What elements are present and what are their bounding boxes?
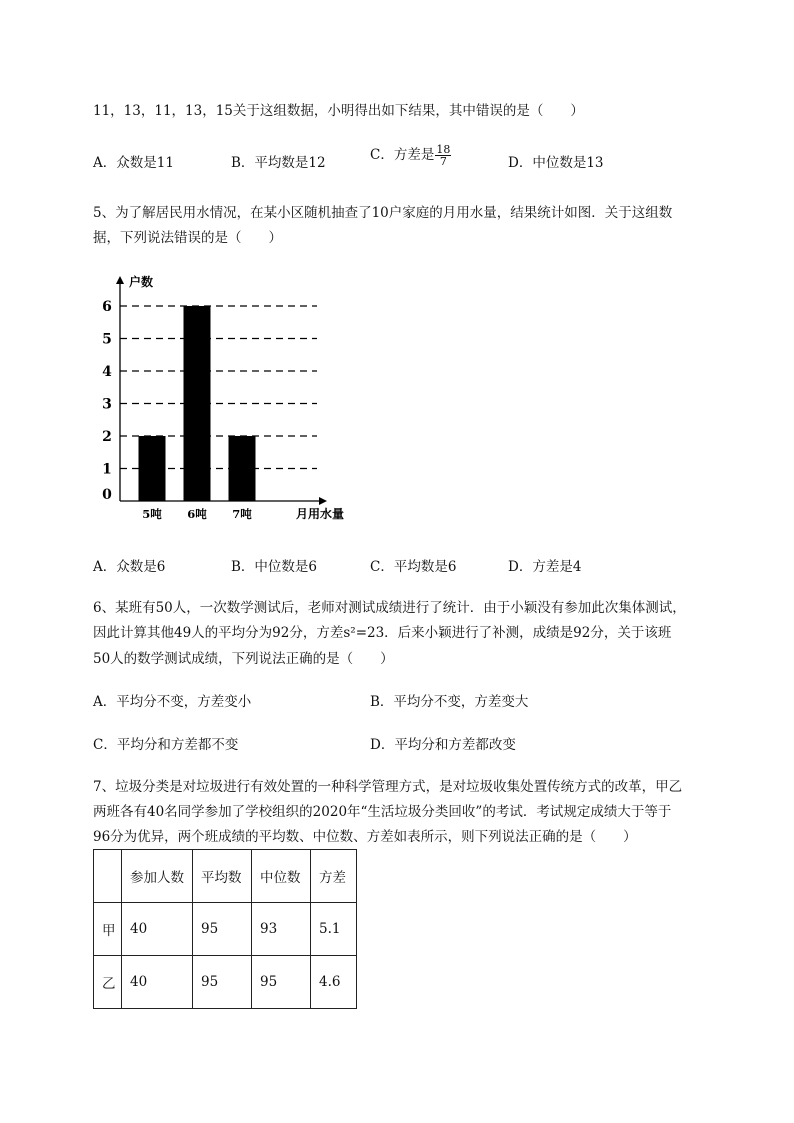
y-axis-arrow-icon [116,276,124,284]
table-header-cell: 方差 [311,850,357,903]
q6-option-b[interactable]: B．平均分不变，方差变大 [370,694,529,710]
fraction-denominator: 7 [439,155,447,168]
q6-option-c[interactable]: C．平均分和方差都不变 [93,737,239,753]
table-cell: 5.1 [311,903,357,956]
q4-option-b[interactable]: B．平均数是12 [231,155,326,171]
y-tick-label: 5 [102,331,112,348]
q5-option-a[interactable]: A．众数是6 [93,559,166,575]
q5-stem-line-1: 5、为了解居民用水情况，在某小区随机抽查了10户家庭的月用水量，结果统计如图．关于这组数 [93,205,673,221]
water-usage-bar-chart [95,270,365,525]
y-tick-label: 2 [102,429,112,445]
q7-stem-line-1: 7、垃圾分类是对垃圾进行有效处置的一种科学管理方式，是对垃圾收集处置传统方式的改革，甲乙 [93,779,683,795]
x-tick-label: 6吨 [187,507,207,521]
x-tick-label: 5吨 [142,507,162,521]
table-cell: 甲 [94,903,122,956]
table-cell: 93 [252,903,311,956]
fraction-numerator: 18 [436,143,451,156]
q6-option-d[interactable]: D．平均分和方差都改变 [370,737,516,753]
q4-stem: 11，13，11，13，15关于这组数据，小明得出如下结果，其中错误的是（ ） [93,103,584,119]
table-header-row [94,850,357,903]
table-header-cell [94,850,122,903]
q4-option-a[interactable]: A．众数是11 [93,155,174,171]
class-stats-table [93,849,357,1009]
q5-option-d[interactable]: D．方差是4 [508,559,582,575]
table-cell: 95 [252,956,311,1009]
q4-option-d[interactable]: D．中位数是13 [508,155,604,171]
table-cell: 95 [193,956,252,1009]
q5-stem-line-2: 据，下列说法错误的是（ ） [93,230,282,246]
q6-option-a[interactable]: A．平均分不变，方差变小 [93,694,252,710]
bar-7吨 [229,436,256,501]
variance-fraction [435,144,451,167]
y-tick-label: 0 [102,487,112,503]
q6-stem-line-2: 因此计算其他49人的平均分为92分，方差s²=23．后来小颖进行了补测，成绩是92分，关于该班 [93,625,672,641]
bar-6吨 [184,306,211,501]
y-tick-label: 3 [102,396,112,413]
axis-labels [102,274,344,521]
table-cell: 乙 [94,956,122,1009]
q7-stem-line-2: 两班各有40名同学参加了学校组织的2020年“生活垃圾分类回收”的考试．考试规定成绩大于等于 [93,804,672,820]
table-row [94,956,357,1009]
q6-stem-line-1: 6、某班有50人，一次数学测试后，老师对测试成绩进行了统计．由于小颖没有参加此次集体测试， [93,600,686,616]
q4-option-c-label: C．方差是 [370,147,435,163]
bar-5吨 [139,436,166,501]
y-tick-label: 1 [102,461,112,478]
y-tick-label: 4 [102,364,112,380]
q5-option-b[interactable]: B．中位数是6 [231,559,318,575]
x-tick-label: 7吨 [232,507,252,521]
q7-stem-line-3: 96分为优异，两个班成绩的平均数、中位数、方差如表所示，则下列说法正确的是（ ） [93,829,637,845]
table-header-cell: 参加人数 [122,850,193,903]
table-cell: 4.6 [311,956,357,1009]
table-header-cell: 中位数 [252,850,311,903]
q4-option-c[interactable] [370,143,451,167]
q6-stem-line-3: 50人的数学测试成绩，下列说法正确的是（ ） [93,651,394,667]
table-cell: 40 [122,956,193,1009]
table-header-cell: 平均数 [193,850,252,903]
x-axis-arrow-icon [319,497,327,505]
table-cell: 95 [193,903,252,956]
q5-option-c[interactable]: C．平均数是6 [370,559,457,575]
y-axis-label: 户数 [129,275,154,289]
table-row [94,903,357,956]
table-cell: 40 [122,903,193,956]
x-axis-label: 月用水量 [295,507,345,521]
y-tick-label: 6 [102,299,112,315]
